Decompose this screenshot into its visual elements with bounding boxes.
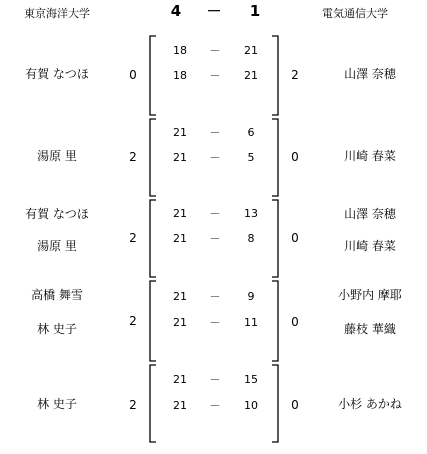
set-score-right: 6 — [247, 126, 255, 139]
total-dash: － — [206, 2, 222, 20]
set-score-dash: － — [209, 69, 221, 82]
right-games-won: 0 — [291, 231, 299, 245]
set-score-dash: － — [209, 232, 221, 245]
right-player: 川崎 春菜 — [344, 239, 396, 253]
set-score-right: 15 — [244, 373, 258, 386]
set-score-left: 21 — [173, 290, 187, 303]
left-player: 林 史子 — [37, 322, 77, 336]
left-player: 林 史子 — [37, 397, 77, 411]
right-player: 川崎 春菜 — [344, 149, 396, 163]
set-score-right: 21 — [244, 69, 258, 82]
set-score-left: 18 — [173, 69, 187, 82]
set-score-dash: － — [209, 151, 221, 164]
set-score-dash: － — [209, 399, 221, 412]
left-team-name: 東京海洋大学 — [24, 7, 90, 20]
set-score-right: 11 — [244, 316, 258, 329]
right-player: 山澤 奈穂 — [344, 207, 396, 221]
set-score-dash: － — [209, 126, 221, 139]
bracket-left-2 — [150, 119, 156, 196]
set-score-left: 21 — [173, 316, 187, 329]
set-score-left: 21 — [173, 151, 187, 164]
bracket-right-1 — [272, 36, 278, 115]
set-score-right: 9 — [247, 290, 255, 303]
left-games-won: 0 — [129, 68, 137, 82]
set-score-dash: － — [209, 316, 221, 329]
bracket-right-3 — [272, 200, 278, 277]
bracket-right-2 — [272, 119, 278, 196]
left-player: 有賀 なつほ — [25, 67, 89, 81]
left-games-won: 2 — [129, 398, 137, 412]
bracket-left-3 — [150, 200, 156, 277]
right-games-won: 0 — [291, 150, 299, 164]
set-score-left: 18 — [173, 44, 187, 57]
right-games-won: 0 — [291, 315, 299, 329]
left-games-won: 2 — [129, 314, 137, 328]
left-team-total: 4 — [170, 2, 182, 20]
bracket-left-1 — [150, 36, 156, 115]
right-player: 藤枝 華織 — [344, 322, 396, 336]
set-score-left: 21 — [173, 399, 187, 412]
bracket-left-5 — [150, 365, 156, 442]
left-player: 有賀 なつほ — [25, 207, 89, 221]
bracket-right-5 — [272, 365, 278, 442]
set-score-dash: － — [209, 44, 221, 57]
right-player: 小野内 摩耶 — [338, 288, 402, 302]
bracket-left-4 — [150, 281, 156, 361]
set-score-dash: － — [209, 290, 221, 303]
set-score-left: 21 — [173, 232, 187, 245]
left-player: 高橋 舞雪 — [31, 288, 83, 302]
left-games-won: 2 — [129, 150, 137, 164]
left-games-won: 2 — [129, 231, 137, 245]
set-score-left: 21 — [173, 207, 187, 220]
set-score-right: 5 — [247, 151, 255, 164]
set-score-right: 10 — [244, 399, 258, 412]
left-player: 湯原 里 — [37, 149, 77, 163]
right-games-won: 2 — [291, 68, 299, 82]
right-games-won: 0 — [291, 398, 299, 412]
set-score-right: 8 — [247, 232, 255, 245]
right-player: 山澤 奈穂 — [344, 67, 396, 81]
set-score-dash: － — [209, 373, 221, 386]
set-score-right: 13 — [244, 207, 258, 220]
set-score-dash: － — [209, 207, 221, 220]
right-team-total: 1 — [249, 2, 261, 20]
left-player: 湯原 里 — [37, 239, 77, 253]
set-score-left: 21 — [173, 126, 187, 139]
right-team-name: 電気通信大学 — [322, 7, 388, 20]
set-score-right: 21 — [244, 44, 258, 57]
right-player: 小杉 あかね — [338, 397, 402, 411]
set-score-left: 21 — [173, 373, 187, 386]
bracket-right-4 — [272, 281, 278, 361]
